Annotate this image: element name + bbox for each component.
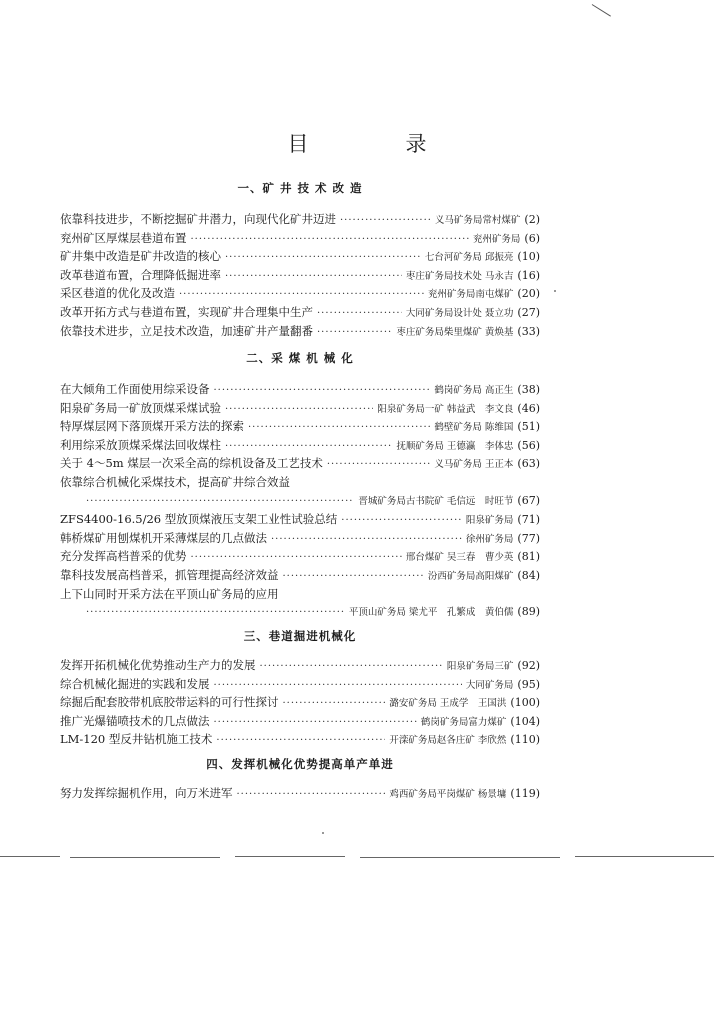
scan-speck bbox=[554, 290, 556, 292]
toc-entry-title: 充分发挥高档普采的优势 bbox=[60, 549, 187, 564]
dot-leader bbox=[317, 324, 392, 342]
toc-entry-title: 努力发挥综掘机作用，向万米进军 bbox=[60, 786, 233, 800]
toc-entry-author: 鹤岗矿务局富力煤矿 bbox=[420, 716, 507, 728]
toc-entry bbox=[60, 303, 540, 321]
dot-leader bbox=[225, 268, 402, 286]
toc-entry-title: 靠科技发展高档普采，抓管理提高经济效益 bbox=[60, 568, 279, 582]
toc-entry-author: 徐州矿务局 bbox=[465, 533, 514, 545]
toc-entry bbox=[60, 417, 540, 435]
toc-entry-title: 改革巷道布置，合理降低掘进率 bbox=[60, 267, 221, 282]
toc-entry bbox=[60, 380, 540, 398]
toc-entry-author: 平顶山矿务局 梁尤平 孔繁成 黄伯儒 bbox=[348, 607, 514, 619]
bottom-rule bbox=[0, 856, 714, 858]
toc-entry-title: ZFS4400-16.5/26 型放顶煤液压支架工业性试验总结 bbox=[60, 512, 338, 527]
toc-entry-title: 依靠技术进步，立足技术改造，加速矿井产量翻番 bbox=[60, 323, 313, 338]
toc-entry-page: (16) bbox=[517, 268, 540, 282]
toc-entry-author: 枣庄矿务局技术处 马永吉 bbox=[405, 270, 514, 282]
toc-entry-page: (38) bbox=[517, 383, 540, 396]
toc-entry bbox=[60, 399, 540, 417]
toc-entry bbox=[60, 510, 540, 528]
toc-entry-page: (56) bbox=[517, 438, 540, 452]
toc-entry-page: (100) bbox=[510, 696, 540, 710]
toc-entry-title: 利用综采放顶煤采煤法回收煤柱 bbox=[60, 437, 221, 452]
toc-entry-page: (77) bbox=[517, 531, 540, 545]
dot-leader bbox=[216, 732, 385, 750]
toc-entry-author: 阳泉矿务局 bbox=[465, 515, 514, 527]
toc-entry-author: 鹤壁矿务局 陈维国 bbox=[434, 422, 514, 434]
toc-entry bbox=[60, 547, 540, 565]
toc-entry-author: 鹤岗矿务局 高正生 bbox=[434, 385, 514, 396]
toc-entry bbox=[60, 454, 540, 472]
toc-entry bbox=[60, 693, 540, 711]
toc-entry bbox=[60, 284, 540, 302]
toc-entry-page: (10) bbox=[517, 250, 540, 264]
toc-entry bbox=[60, 675, 540, 693]
section-heading: 二、采 煤 机 械 化 bbox=[246, 351, 354, 365]
toc-entry-author: 兖州矿务局南屯煤矿 bbox=[427, 289, 514, 301]
section-heading: 一、矿 井 技 术 改 造 bbox=[237, 181, 363, 195]
dot-leader bbox=[317, 305, 402, 323]
toc-entry-title: 改革开拓方式与巷道布置，实现矿井合理集中生产 bbox=[60, 305, 313, 319]
toc-entry bbox=[60, 229, 540, 247]
toc-entry-title: 上下山同时开采方法在平顶山矿务局的应用 bbox=[60, 586, 279, 601]
toc-entry-author: 枣庄矿务局柴里煤矿 黄焕基 bbox=[396, 326, 514, 338]
toc-entry-page: (2) bbox=[524, 213, 540, 226]
scan-speck bbox=[322, 832, 324, 834]
toc-entry-page: (67) bbox=[517, 493, 540, 507]
toc-entry-page: (89) bbox=[517, 605, 540, 619]
toc-entry-title: LM-120 型反井钻机施工技术 bbox=[60, 732, 213, 747]
section-heading: 三、巷道掘进机械化 bbox=[243, 629, 357, 643]
dot-leader bbox=[225, 438, 392, 456]
toc-entry-page: (81) bbox=[517, 550, 540, 564]
toc-entry-author: 邢台煤矿 吴三春 曹少英 bbox=[405, 552, 514, 564]
toc-entry-page: (110) bbox=[510, 733, 540, 747]
toc-entry bbox=[60, 322, 540, 340]
toc-entry-title: 依靠科技进步，不断挖掘矿井潜力，向现代化矿井迈进 bbox=[60, 212, 336, 226]
toc-entry-author: 晋城矿务局古书院矿 毛信远 时旺节 bbox=[358, 495, 514, 507]
toc-entry-author: 大同矿务局 bbox=[465, 679, 514, 691]
toc-entry-page: (71) bbox=[517, 513, 540, 527]
toc-entry bbox=[60, 712, 540, 730]
toc-entry-page: (104) bbox=[510, 714, 540, 728]
dot-leader bbox=[225, 249, 421, 267]
dot-leader bbox=[340, 212, 431, 230]
toc-entry-page: (51) bbox=[517, 420, 540, 434]
toc-entry-page: (84) bbox=[517, 569, 540, 582]
page-title: 目 录 bbox=[287, 132, 465, 156]
toc-entry bbox=[60, 492, 540, 510]
toc-entry-author: 阳泉矿务局一矿 韩益武 李文良 bbox=[377, 403, 514, 415]
toc-entry-author: 阳泉矿务局三矿 bbox=[446, 661, 514, 672]
toc-entry bbox=[60, 247, 540, 265]
toc-entry-title: 依靠综合机械化采煤技术，提高矿井综合效益 bbox=[60, 475, 290, 489]
dot-leader bbox=[271, 531, 462, 549]
toc-entry-author: 七台河矿务局 邱振亮 bbox=[424, 252, 514, 264]
dot-leader bbox=[214, 382, 431, 400]
toc-entry-title: 综掘后配套胶带机底胶带运料的可行性探讨 bbox=[60, 695, 279, 710]
section-heading: 四、发挥机械化优势提高单产单进 bbox=[206, 757, 394, 771]
toc-entry-title: 采区巷道的优化及改造 bbox=[60, 286, 175, 301]
scan-mark bbox=[592, 4, 611, 17]
dot-leader bbox=[237, 786, 386, 804]
toc-entry-page: (27) bbox=[517, 306, 540, 319]
dot-leader bbox=[327, 456, 431, 474]
toc-entry bbox=[60, 603, 540, 621]
dot-leader bbox=[283, 695, 386, 713]
toc-entry-title: 阳泉矿务局一矿放顶煤采煤试验 bbox=[60, 400, 221, 415]
toc-entry-author: 鸡西矿务局平岗煤矿 杨景墉 bbox=[389, 789, 507, 800]
dot-leader bbox=[191, 231, 469, 249]
dot-leader bbox=[86, 604, 345, 622]
toc-entry-author: 义马矿务局常村煤矿 bbox=[434, 215, 521, 226]
toc-entry-author: 抚顺矿务局 王德瀛 李体忠 bbox=[396, 440, 514, 452]
toc-entry-title: 发挥开拓机械化优势推动生产力的发展 bbox=[60, 658, 256, 672]
toc-entry bbox=[60, 436, 540, 454]
dot-leader bbox=[341, 512, 462, 530]
toc-entry-title: 特厚煤层网下落顶煤开采方法的探索 bbox=[60, 419, 244, 434]
toc-entry-page: (119) bbox=[510, 787, 540, 800]
toc-entry-author: 兖州矿务局 bbox=[472, 233, 521, 245]
dot-leader bbox=[248, 419, 430, 437]
dot-leader bbox=[225, 401, 373, 419]
dot-leader bbox=[283, 568, 424, 586]
toc-entry bbox=[60, 566, 540, 584]
toc-entry-title: 矿井集中改造是矿井改造的核心 bbox=[60, 249, 221, 264]
toc-entry-author: 大同矿务局设计处 聂立功 bbox=[405, 308, 514, 319]
toc-entry-page: (46) bbox=[517, 401, 540, 415]
toc-entry bbox=[60, 784, 540, 802]
toc-entry bbox=[60, 210, 540, 228]
dot-leader bbox=[214, 677, 462, 695]
toc-entry-page: (92) bbox=[517, 659, 540, 672]
toc-entry-title: 在大倾角工作面使用综采设备 bbox=[60, 382, 210, 396]
toc-entry-page: (33) bbox=[517, 324, 540, 338]
toc-entry bbox=[60, 656, 540, 674]
toc-entry-title: 综合机械化掘进的实践和发展 bbox=[60, 676, 210, 691]
toc-entry bbox=[60, 529, 540, 547]
dot-leader bbox=[86, 493, 354, 511]
toc-entry-page: (20) bbox=[517, 287, 540, 301]
toc-entry-author: 汾西矿务局高阳煤矿 bbox=[427, 571, 514, 582]
toc-entry-author: 义马矿务局 王正本 bbox=[434, 459, 514, 471]
toc-entry-title: 推广光爆锚喷技术的几点做法 bbox=[60, 713, 210, 728]
toc-entry-author: 潞安矿务局 王成学 王国洪 bbox=[389, 698, 507, 710]
dot-leader bbox=[179, 286, 424, 304]
toc-entry-title: 韩桥煤矿用刨煤机开采薄煤层的几点做法 bbox=[60, 530, 267, 545]
dot-leader bbox=[214, 714, 417, 732]
toc-entry bbox=[60, 730, 540, 748]
toc-entry-page: (63) bbox=[517, 457, 540, 471]
toc-entry-author: 开滦矿务局赵各庄矿 李欣然 bbox=[389, 735, 507, 747]
toc-entry-page: (6) bbox=[524, 231, 540, 245]
dot-leader bbox=[260, 658, 443, 676]
toc-entry-title: 关于 4～5m 煤层一次采全高的综机设备及工艺技术 bbox=[60, 456, 323, 471]
toc-entry-title: 兖州矿区厚煤层巷道布置 bbox=[60, 230, 187, 245]
toc-entry bbox=[60, 266, 540, 284]
dot-leader bbox=[191, 549, 402, 567]
toc-entry-page: (95) bbox=[517, 677, 540, 691]
